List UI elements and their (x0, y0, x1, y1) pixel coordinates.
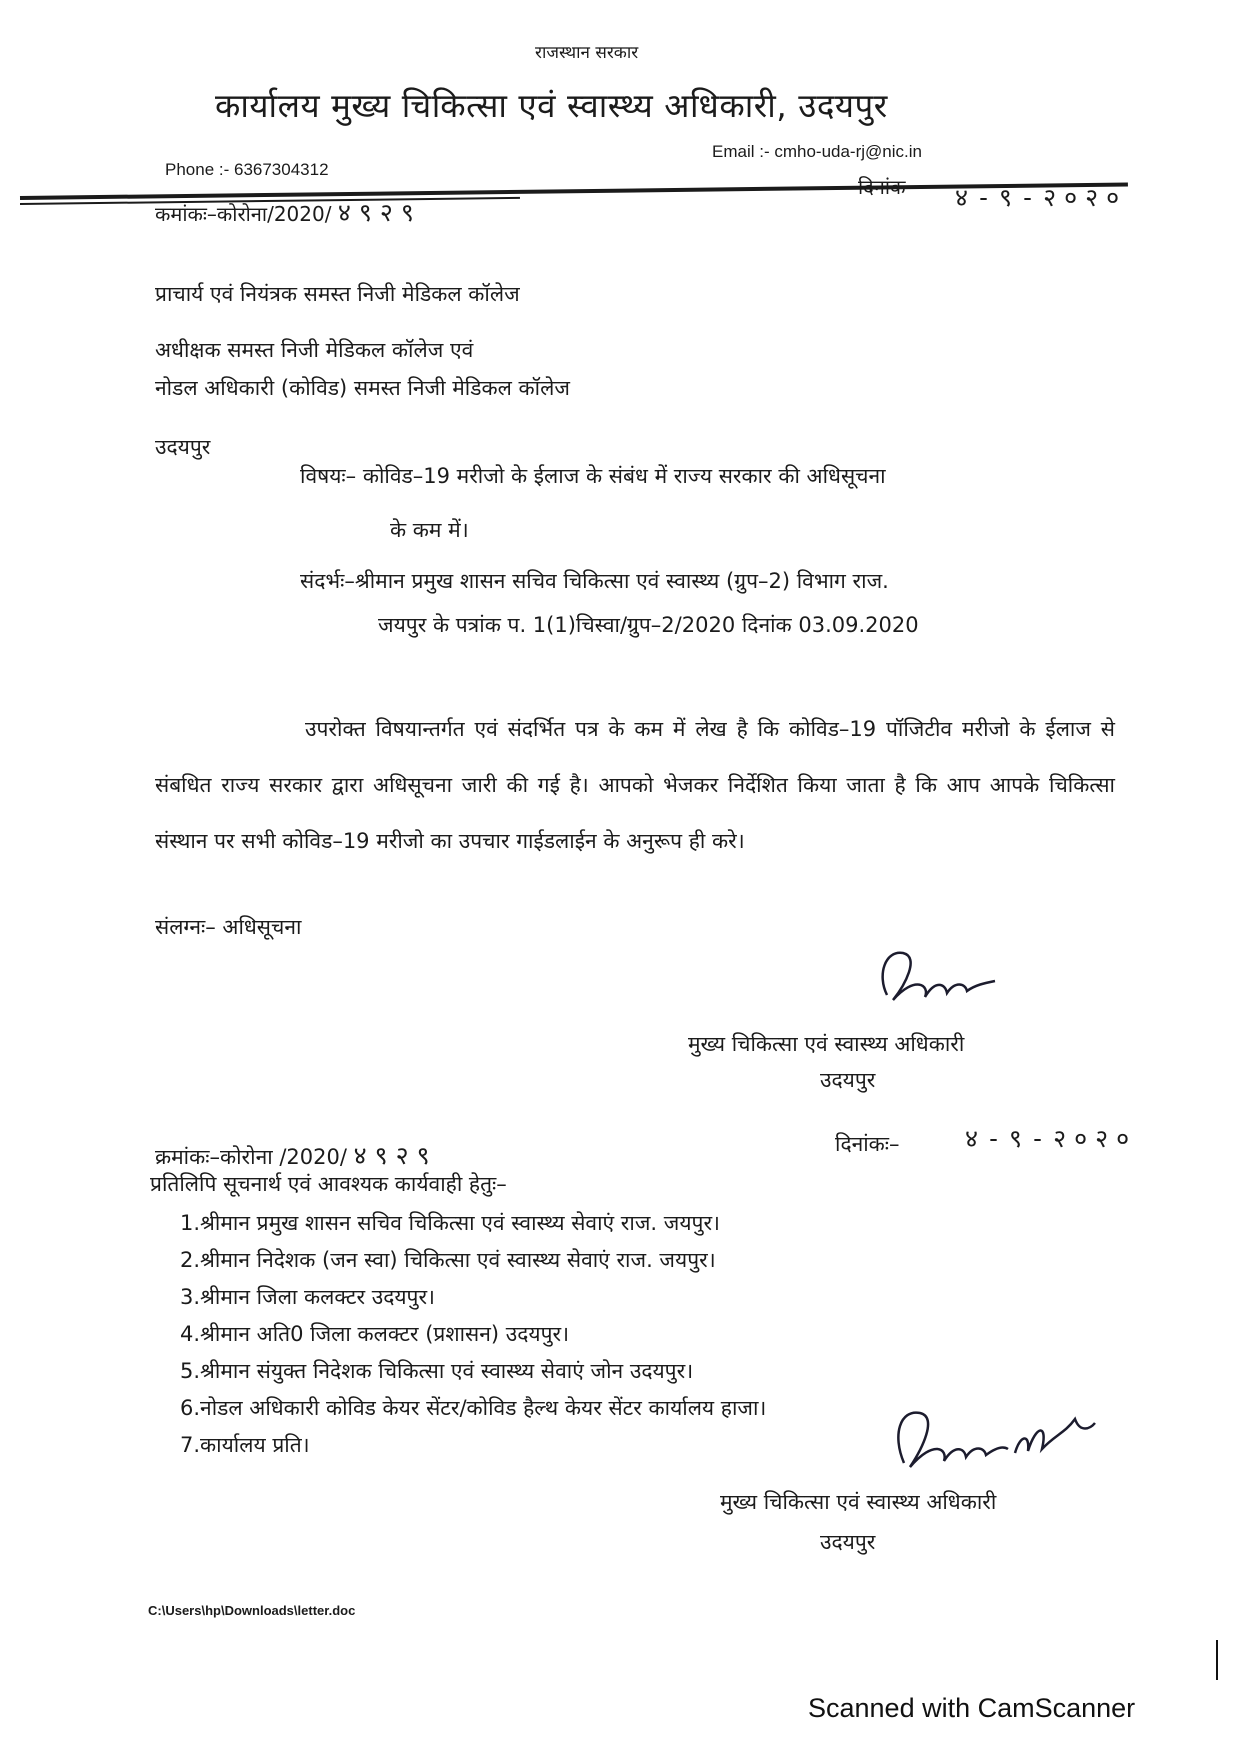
page-edge (1216, 1640, 1218, 1680)
copy-reference-number: ४९२९ (353, 1141, 438, 1170)
addressee-2: अधीक्षक समस्त निजी मेडिकल कॉलेज एवं (155, 338, 474, 362)
date-label: दिनांक (858, 175, 906, 199)
copy-reference-label: क्रमांकः–कोरोना /2020/ (155, 1145, 347, 1169)
list-item: 6.नोडल अधिकारी कोविड केयर सेंटर/कोविड हैल्थ केयर सेंटर कार्यालय हाजा। (180, 1396, 767, 1420)
addressee-3: नोडल अधिकारी (कोविड) समस्त निजी मेडिकल कॉलेज (155, 376, 570, 400)
reference-line (155, 195, 422, 229)
signature-2 (890, 1405, 1100, 1485)
list-item: 1.श्रीमान प्रमुख शासन सचिव चिकित्सा एवं स्वास्थ्य सेवाएं राज. जयपुर। (180, 1211, 721, 1235)
scanner-watermark: Scanned with CamScanner (808, 1693, 1136, 1723)
copy-reference-line (155, 1138, 438, 1172)
signatory-title-2: मुख्य चिकित्सा एवं स्वास्थ्य अधिकारी (720, 1490, 997, 1514)
signatory-place-2: उदयपुर (820, 1530, 876, 1554)
list-item: 7.कार्यालय प्रति। (180, 1433, 310, 1457)
phone-text: Phone :- 6367304312 (165, 160, 329, 179)
addressee-1: प्राचार्य एवं नियंत्रक समस्त निजी मेडिकल कॉलेज (155, 282, 520, 306)
body-paragraph: उपरोक्त विषयान्तर्गत एवं संदर्भित पत्र के कम में लेख है कि कोविड–19 पॉजिटीव मरीजो के ईलाज से संबधित राज्य सरकार द्वारा अधिसूचना जारी की गई है। आपको भेजकर निर्देशित किया जाता है कि आप आपके चिकित्सा संस्थान पर सभी कोविड–19 मरीजो का उपचार गाईडलाईन के अनुरूप ही करे। (155, 717, 1115, 853)
list-item: 5.श्रीमान संयुक्त निदेशक चिकित्सा एवं स्वास्थ्य सेवाएं जोन उदयपुर। (180, 1359, 694, 1383)
list-item: 4.श्रीमान अति0 जिला कलक्टर (प्रशासन) उदयपुर। (180, 1322, 570, 1346)
subject-line-2: के कम में। (390, 518, 469, 542)
addressee-place: उदयपुर (155, 435, 211, 459)
subject-line-1: विषयः– कोविड–19 मरीजो के ईलाज के संबंध में राज्य सरकार की अधिसूचना (300, 464, 886, 488)
office-title: कार्यालय मुख्य चिकित्सा एवं स्वास्थ्य अधिकारी, उदयपुर (215, 86, 888, 125)
date-value: ४-९-२०२० (955, 183, 1128, 212)
file-path: C:\Users\hp\Downloads\letter.doc (148, 1603, 356, 1618)
signature-1 (875, 945, 1005, 1015)
subject-reference-2: जयपुर के पत्रांक प. 1(1)चिस्वा/ग्रुप–2/2020 दिनांक 03.09.2020 (378, 613, 919, 637)
copy-list (180, 1205, 766, 1464)
reference-number: ४९२९ (337, 198, 422, 227)
list-item: 2.श्रीमान निदेशक (जन स्वा) चिकित्सा एवं स्वास्थ्य सेवाएं राज. जयपुर। (180, 1248, 716, 1272)
copy-date-label: दिनांकः– (835, 1132, 900, 1156)
email-text: Email :- cmho-uda-rj@nic.in (712, 142, 922, 161)
subject-reference-1: संदर्भः–श्रीमान प्रमुख शासन सचिव चिकित्सा एवं स्वास्थ्य (ग्रुप–2) विभाग राज. (300, 569, 889, 593)
government-name: राजस्थान सरकार (535, 43, 639, 63)
copy-heading: प्रतिलिपि सूचनार्थ एवं आवश्यक कार्यवाही हेतुः– (150, 1172, 507, 1196)
signatory-place-1: उदयपुर (820, 1068, 876, 1092)
signatory-title-1: मुख्य चिकित्सा एवं स्वास्थ्य अधिकारी (688, 1032, 965, 1056)
copy-date-value: ४-९-२०२० (965, 1124, 1138, 1153)
list-item: 3.श्रीमान जिला कलक्टर उदयपुर। (180, 1285, 436, 1309)
reference-label: कमांकः–कोरोना/2020/ (155, 202, 332, 226)
enclosure: संलग्नः– अधिसूचना (155, 915, 302, 939)
